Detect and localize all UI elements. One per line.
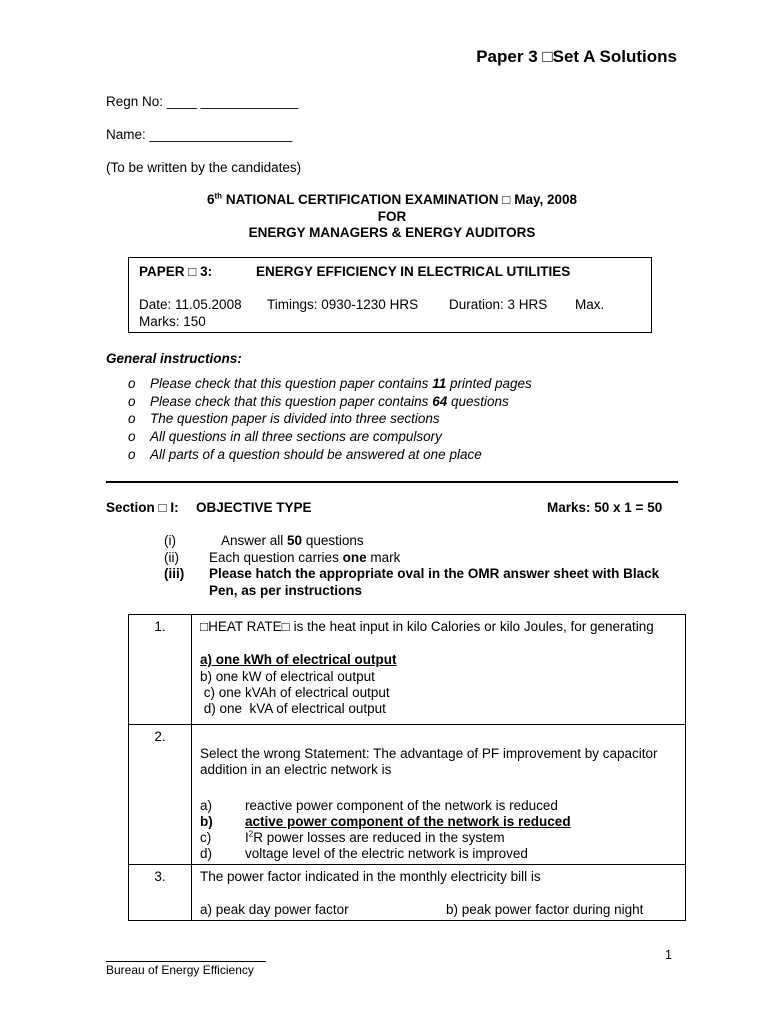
- option: c) one kVAh of electrical output: [200, 684, 390, 700]
- exam-line-3: ENERGY MANAGERS & ENERGY AUDITORS: [248, 225, 536, 240]
- option: b) one kW of electrical output: [200, 668, 375, 684]
- name-field: Name: ___________________: [106, 127, 293, 142]
- instruction-item: o Please check that this question paper contains 64 questions: [128, 393, 509, 409]
- paper-number: PAPER □ 3:: [139, 264, 213, 279]
- option: d) one kVA of electrical output: [200, 701, 386, 717]
- page-number: 1: [665, 948, 672, 962]
- instruction-item: o All parts of a question should be answered at one place: [128, 446, 482, 462]
- exam-timings: Timings: 0930-1230 HRS: [267, 297, 419, 312]
- question-body: [192, 615, 686, 725]
- rule-item: (ii) Each question carries one mark: [164, 549, 401, 565]
- paper-subject: ENERGY EFFICIENCY IN ELECTRICAL UTILITIES: [256, 264, 571, 279]
- option-pair: a) peak day power factor b) peak power factor during night: [200, 902, 644, 918]
- rule-item: (i) Answer all 50 questions: [164, 533, 364, 548]
- question-text: Select the wrong Statement: The advantage of PF improvement by capacitor addition in an electric network is: [200, 746, 658, 778]
- question-body: [192, 865, 686, 921]
- max-label: Max.: [575, 297, 605, 312]
- questions-table: [128, 614, 686, 921]
- option: c) $I^2R$ power losses are reduced in the system: [200, 829, 505, 846]
- rule-item: (iii) Please hatch the appropriate oval in the OMR answer sheet with Black Pen, as per instructions: [164, 566, 660, 598]
- question-row: [129, 725, 686, 865]
- exam-date: Date: 11.05.2008: [139, 297, 242, 312]
- footer-rule: [106, 961, 266, 962]
- general-instructions-heading: General instructions:: [106, 351, 242, 366]
- document-title: Paper 3 □Set A Solutions: [476, 47, 677, 66]
- section-divider: [106, 481, 678, 483]
- question-number: 1.: [129, 615, 192, 725]
- question-row: [129, 865, 686, 921]
- general-instructions-list: [128, 375, 532, 464]
- section-rules: [164, 533, 659, 599]
- option-correct: a) one kWh of electrical output: [200, 652, 397, 668]
- regn-field: Regn No: ____ _____________: [106, 94, 299, 109]
- exam-duration: Duration: 3 HRS: [449, 297, 548, 312]
- question-number: 3.: [129, 865, 192, 921]
- paper-info-box: [128, 257, 652, 333]
- exam-header: [106, 192, 678, 242]
- question-number: 2.: [129, 725, 192, 865]
- instruction-item: o The question paper is divided into three sections: [128, 411, 440, 427]
- question-text: □HEAT RATE□ is the heat input in kilo Calories or kilo Joules, for generating: [200, 619, 654, 634]
- option: a) reactive power component of the network is reduced: [200, 797, 558, 813]
- footer-text: Bureau of Energy Efficiency: [106, 963, 254, 977]
- max-marks: Marks: 150: [139, 314, 206, 329]
- question-row: [129, 615, 686, 725]
- instruction-item: o Please check that this question paper contains 11 printed pages: [128, 376, 532, 391]
- option-correct: b) active power component of the network is reduced: [200, 813, 571, 829]
- instruction-item: o All questions in all three sections are compulsory: [128, 429, 442, 445]
- section-marks: Marks: 50 x 1 = 50: [547, 500, 663, 515]
- candidate-note: (To be written by the candidates): [106, 160, 302, 175]
- exam-line-1: 6th NATIONAL CERTIFICATION EXAMINATION □ May, 2008: [206, 191, 577, 207]
- exam-line-2: FOR: [377, 208, 407, 224]
- question-body: [192, 725, 686, 865]
- section-label: Section □ I:: [106, 500, 179, 515]
- question-text: The power factor indicated in the monthly electricity bill is: [200, 869, 541, 884]
- option: d) voltage level of the electric network is improved: [200, 846, 528, 862]
- section-type: OBJECTIVE TYPE: [196, 500, 312, 515]
